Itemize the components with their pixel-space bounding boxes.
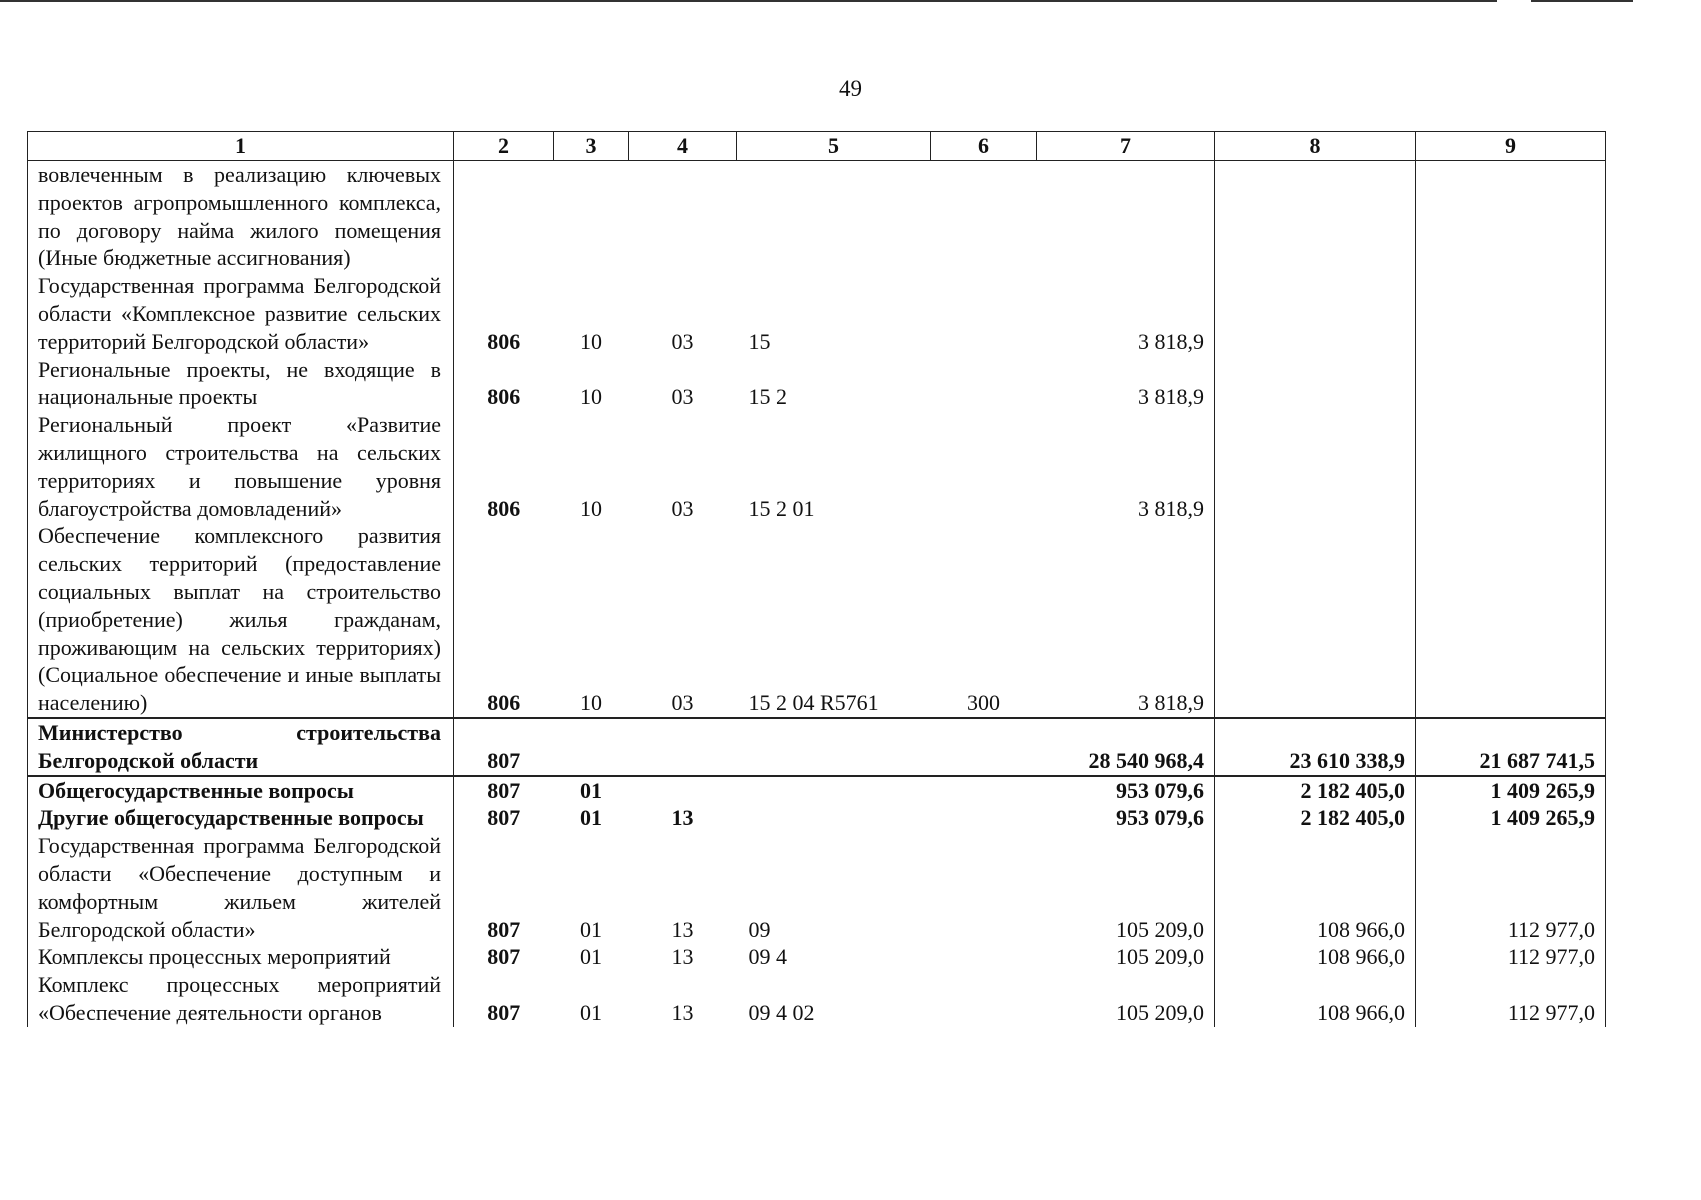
header-cell: 3 — [554, 132, 629, 161]
table-row — [28, 776, 1606, 805]
row-value-cell: 108 966,0 — [1215, 943, 1416, 971]
row-value-cell: 2 182 405,0 — [1215, 804, 1416, 832]
row-title-cell: Общегосударственные вопросы — [28, 776, 454, 805]
row-value-cell — [737, 161, 931, 273]
table-row — [28, 161, 1606, 273]
row-value-cell: 806 — [454, 522, 554, 718]
row-value-cell — [1416, 522, 1606, 718]
table-row — [28, 272, 1606, 355]
row-value-cell: 01 — [580, 805, 602, 831]
row-value-cell: 806 — [454, 356, 554, 412]
row-title-cell: Обеспечение комплексного развития сельских территорий (предоставление социальных выплат на строительство (приобретение) жилья гражданам, проживающим на сельских территориях) (Социальное обеспечение и иные выплаты населению) — [28, 522, 454, 718]
row-value-cell: 112 977,0 — [1416, 832, 1606, 943]
row-value-cell: 09 4 02 — [748, 999, 815, 1025]
table-row — [28, 832, 1606, 943]
row-value-cell: 806 — [454, 411, 554, 522]
row-value-cell: 2 182 405,0 — [1215, 776, 1416, 805]
row-value-cell — [737, 776, 931, 805]
row-title-cell: вовлеченным в реализацию ключевых проектов агропромышленного комплекса, по договору найма жилого помещения (Иные бюджетные ассигнования) — [28, 161, 454, 273]
row-value-cell — [931, 943, 1037, 971]
row-value-cell: 28 540 968,4 — [1037, 718, 1215, 776]
row-value-cell: 01 — [554, 776, 629, 805]
row-value-cell: 108 966,0 — [1215, 832, 1416, 943]
row-value-cell: 10 — [580, 328, 602, 354]
row-value-cell — [1215, 522, 1416, 718]
row-value-cell: 03 — [671, 690, 694, 716]
header-cell: 5 — [737, 132, 931, 161]
row-value-cell: 3 818,9 — [1037, 522, 1215, 718]
row-value-cell — [629, 776, 737, 805]
row-value-cell: 03 — [671, 384, 694, 410]
row-value-cell: 953 079,6 — [1037, 776, 1215, 805]
row-value-cell: 953 079,6 — [1037, 804, 1215, 832]
row-title-cell: Комплексы процессных мероприятий — [28, 943, 454, 971]
table-row — [28, 718, 1606, 776]
row-value-cell — [554, 161, 629, 273]
row-value-cell — [1215, 411, 1416, 522]
table-row — [28, 804, 1606, 832]
row-value-cell: 807 — [454, 971, 554, 1027]
table-row — [28, 411, 1606, 522]
row-value-cell: 01 — [580, 916, 602, 942]
header-cell: 7 — [1037, 132, 1215, 161]
row-value-cell: 01 — [580, 999, 602, 1025]
table-row — [28, 522, 1606, 718]
row-value-cell — [931, 356, 1037, 412]
row-value-cell: 806 — [454, 272, 554, 355]
header-cell: 4 — [629, 132, 737, 161]
row-title-cell: Региональные проекты, не входящие в национальные проекты — [28, 356, 454, 412]
row-value-cell: 15 — [748, 328, 771, 354]
row-title-cell: Государственная программа Белгородской области «Обеспечение доступным и комфортным жильем жителей Белгородской области» — [28, 832, 454, 943]
row-value-cell — [554, 718, 629, 776]
row-value-cell: 105 209,0 — [1037, 832, 1215, 943]
row-value-cell: 15 2 01 — [748, 495, 815, 521]
row-value-cell — [737, 804, 931, 832]
row-value-cell: 01 — [580, 944, 602, 970]
row-value-cell: 09 4 — [748, 944, 787, 970]
row-value-cell: 3 818,9 — [1037, 356, 1215, 412]
row-value-cell: 807 — [454, 943, 554, 971]
header-cell: 6 — [931, 132, 1037, 161]
row-value-cell — [1416, 356, 1606, 412]
row-value-cell: 1 409 265,9 — [1416, 776, 1606, 805]
row-value-cell — [1215, 161, 1416, 273]
table-row — [28, 943, 1606, 971]
row-value-cell: 15 2 04 R5761 — [748, 690, 879, 716]
row-value-cell — [737, 718, 931, 776]
row-value-cell: 105 209,0 — [1037, 943, 1215, 971]
table-row — [28, 971, 1606, 1027]
page-number: 49 — [839, 76, 862, 101]
header-cell: 9 — [1416, 132, 1606, 161]
row-value-cell — [931, 718, 1037, 776]
row-value-cell: 807 — [454, 776, 554, 805]
budget-table — [27, 131, 1606, 1027]
row-value-cell: 112 977,0 — [1416, 971, 1606, 1027]
row-value-cell: 13 — [671, 999, 694, 1025]
row-value-cell: 13 — [671, 916, 694, 942]
row-value-cell: 807 — [454, 804, 554, 832]
row-title-cell: Комплекс процессных мероприятий «Обеспечение деятельности органов — [28, 971, 454, 1027]
row-value-cell: 807 — [454, 832, 554, 943]
row-value-cell: 13 — [671, 805, 694, 831]
row-value-cell — [931, 272, 1037, 355]
row-value-cell — [629, 161, 737, 273]
row-value-cell: 09 — [748, 916, 771, 942]
row-value-cell — [454, 161, 554, 273]
row-title-cell: Другие общегосударственные вопросы — [28, 804, 454, 832]
row-value-cell: 807 — [454, 718, 554, 776]
row-value-cell — [1215, 272, 1416, 355]
row-value-cell — [931, 971, 1037, 1027]
row-title-cell: Министерство строительства Белгородской области — [28, 718, 454, 776]
row-value-cell: 300 — [967, 690, 1000, 716]
row-value-cell: 108 966,0 — [1215, 971, 1416, 1027]
row-value-cell: 23 610 338,9 — [1215, 718, 1416, 776]
row-value-cell — [1037, 161, 1215, 273]
row-value-cell: 13 — [671, 944, 694, 970]
header-cell: 2 — [454, 132, 554, 161]
row-value-cell: 10 — [580, 495, 602, 521]
row-value-cell — [931, 804, 1037, 832]
row-value-cell: 10 — [580, 690, 602, 716]
row-value-cell: 15 2 — [748, 384, 787, 410]
row-value-cell: 10 — [580, 384, 602, 410]
header-cell: 1 — [28, 132, 454, 161]
row-value-cell — [629, 718, 737, 776]
row-value-cell — [1416, 272, 1606, 355]
row-title-cell: Государственная программа Белгородской области «Комплексное развитие сельских территорий Белгородской области» — [28, 272, 454, 355]
row-value-cell — [931, 161, 1037, 273]
row-value-cell: 21 687 741,5 — [1416, 718, 1606, 776]
header-row — [28, 132, 1606, 161]
row-value-cell — [1215, 356, 1416, 412]
scan-edge — [0, 0, 1701, 2]
row-value-cell: 3 818,9 — [1037, 272, 1215, 355]
row-value-cell — [1416, 161, 1606, 273]
row-value-cell — [931, 411, 1037, 522]
row-value-cell: 3 818,9 — [1037, 411, 1215, 522]
row-value-cell: 112 977,0 — [1416, 943, 1606, 971]
row-value-cell — [1416, 411, 1606, 522]
row-value-cell — [931, 776, 1037, 805]
row-value-cell: 03 — [671, 328, 694, 354]
row-value-cell: 03 — [671, 495, 694, 521]
header-cell: 8 — [1215, 132, 1416, 161]
table-row — [28, 356, 1606, 412]
row-value-cell — [931, 832, 1037, 943]
table-body — [28, 161, 1606, 1027]
row-title-cell: Региональный проект «Развитие жилищного строительства на сельских территориях и повышение уровня благоустройства домовладений» — [28, 411, 454, 522]
row-value-cell: 105 209,0 — [1037, 971, 1215, 1027]
row-value-cell: 1 409 265,9 — [1416, 804, 1606, 832]
